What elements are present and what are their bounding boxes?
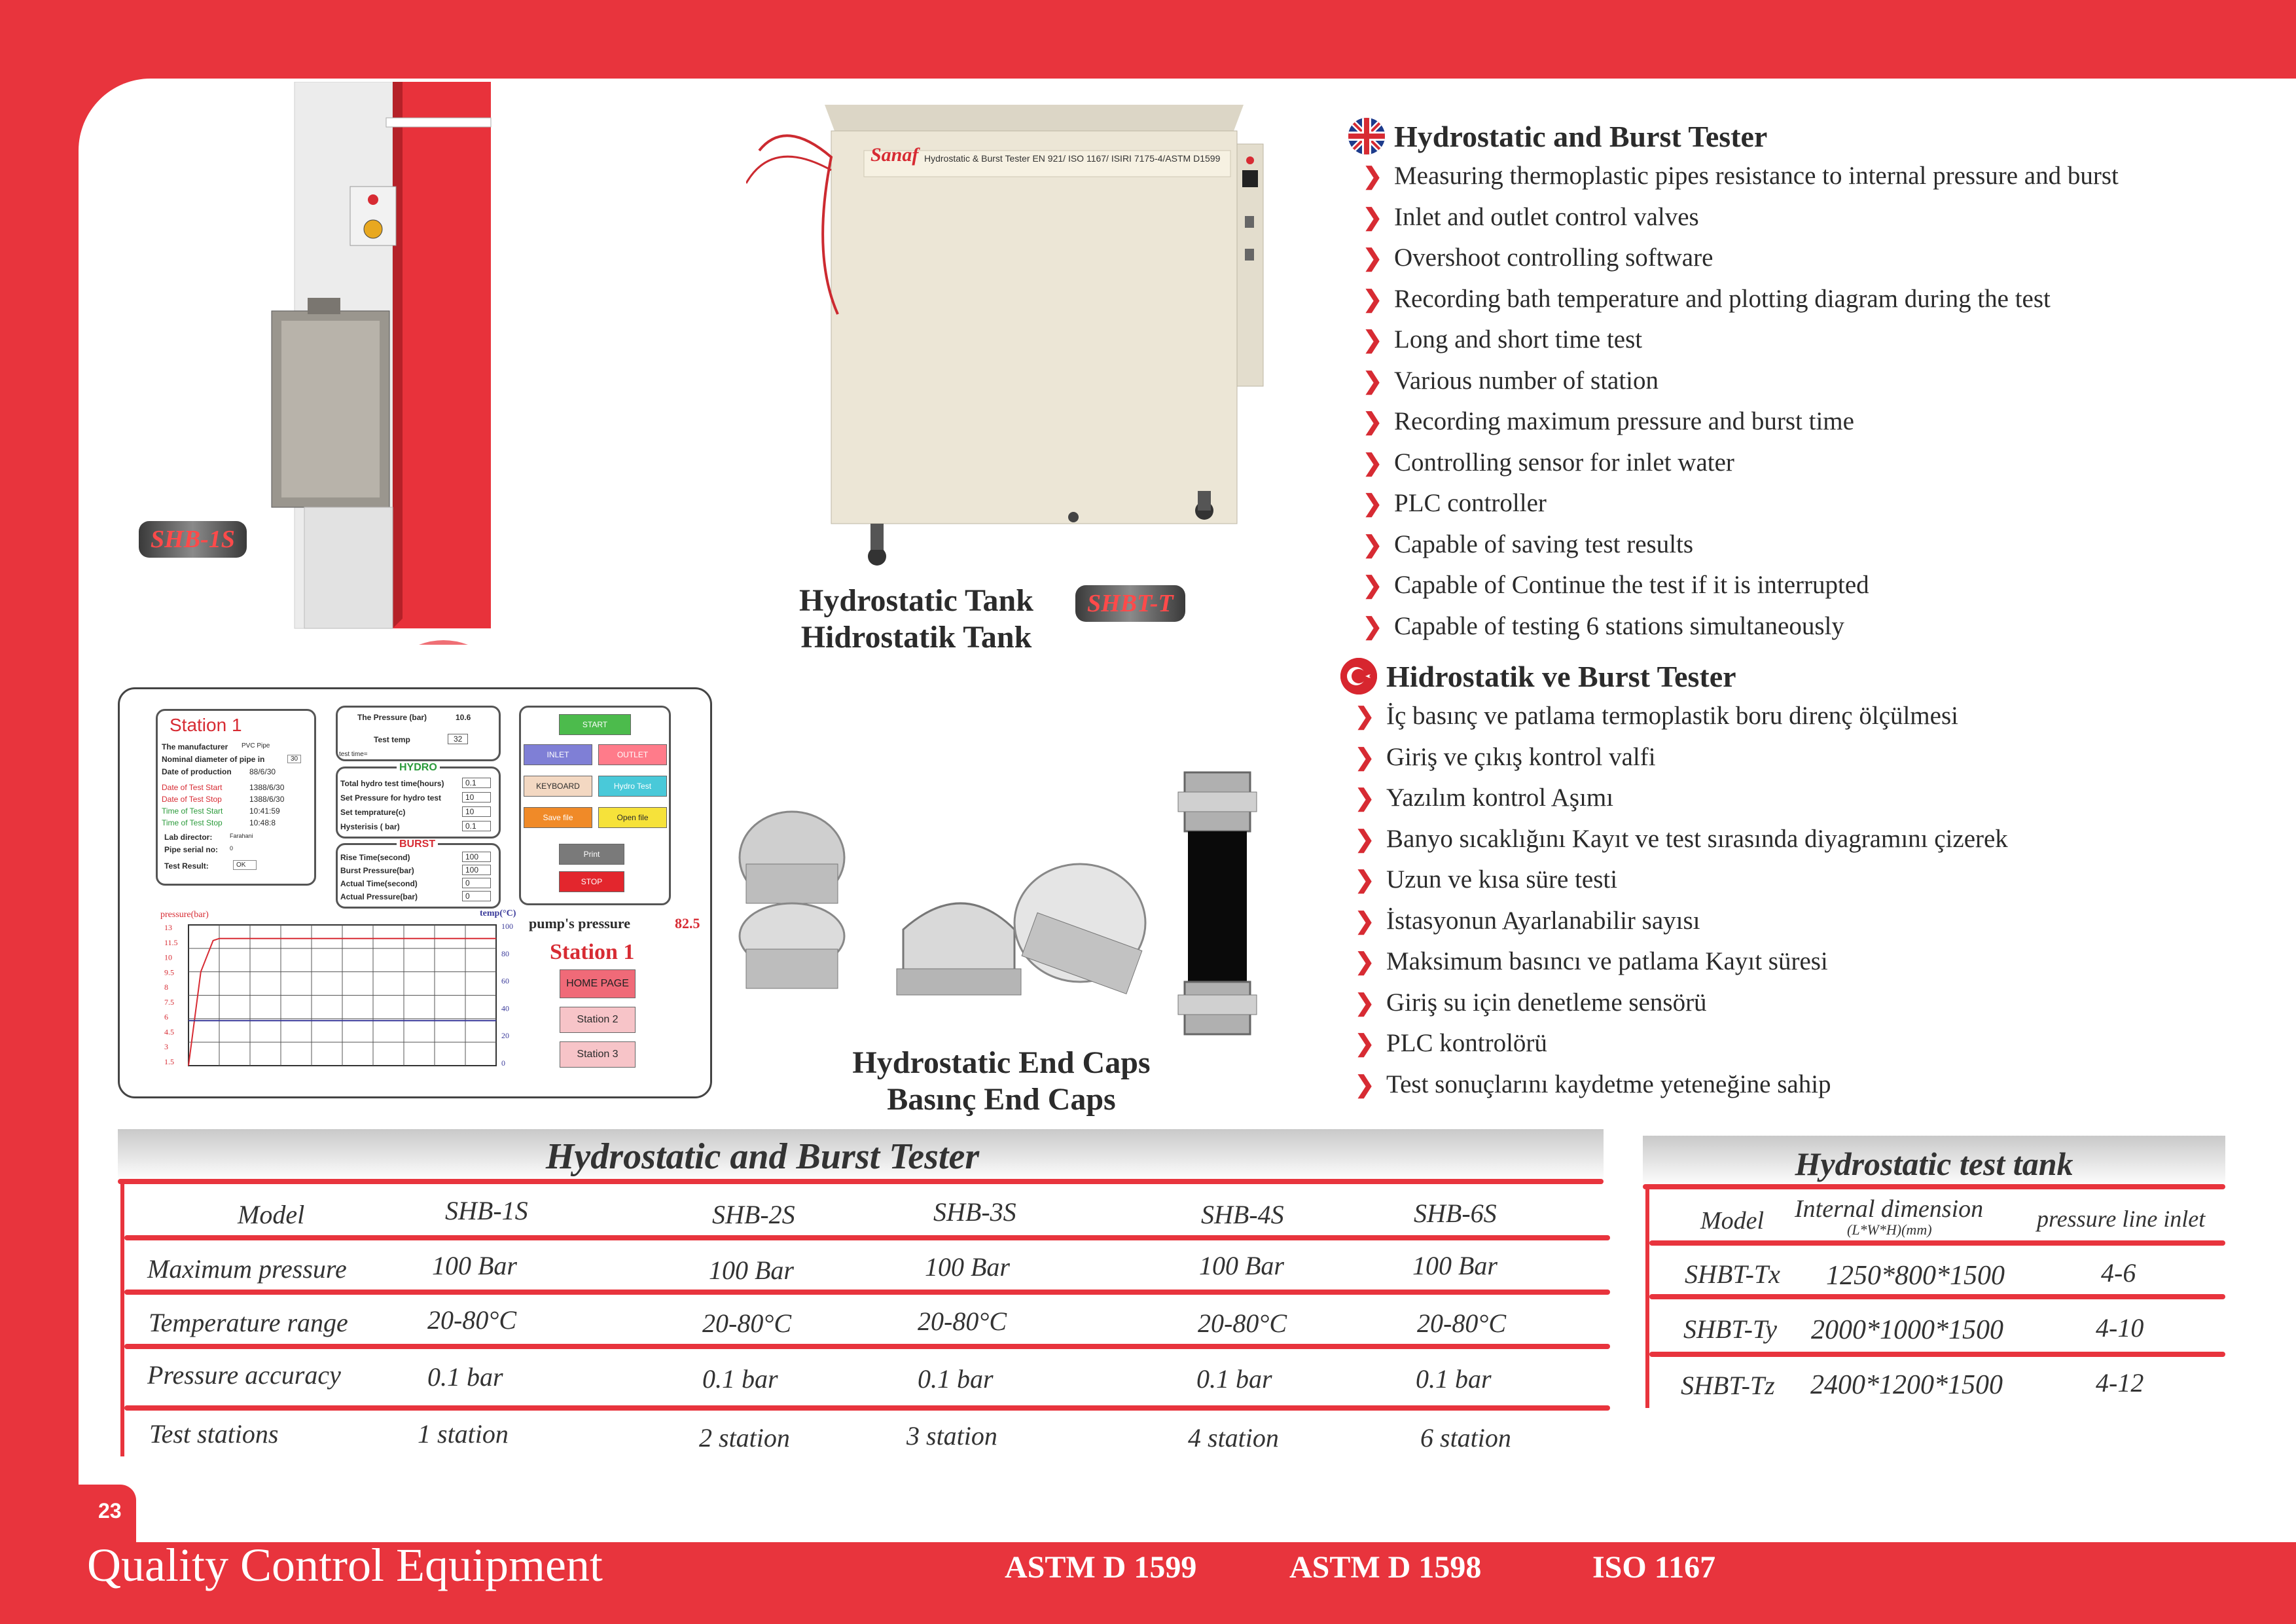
table-cell: 100 Bar (1412, 1251, 1498, 1280)
row-label: Pressure accuracy (147, 1360, 341, 1390)
hydro-test-button[interactable]: Hydro Test (598, 776, 667, 797)
shb-1s-tag: SHB-1S (139, 521, 247, 558)
tank-caption-tr: Hidrostatik Tank (800, 620, 1032, 655)
table-cell: 20-80°C (702, 1308, 791, 1338)
serial-value: 0 (230, 845, 234, 852)
hydro-row-value[interactable]: 10 (462, 806, 491, 817)
chart-y2-tick: 80 (501, 948, 509, 958)
tank-row-model: SHBT-Tz (1681, 1371, 1775, 1400)
list-item: ❯ Various number of station (1363, 361, 2278, 402)
station-1-label: Station 1 (550, 940, 635, 964)
chevron-right-icon: ❯ (1355, 785, 1375, 811)
spec-table-title: Hydrostatic and Burst Tester (118, 1129, 1604, 1182)
chevron-right-icon: ❯ (1355, 989, 1375, 1016)
chevron-right-icon: ❯ (1363, 327, 1383, 353)
serial-label: Pipe serial no: (164, 845, 219, 854)
list-item: ❯ PLC kontrolörü (1355, 1023, 2270, 1064)
features-en-title: Hydrostatic and Burst Tester (1394, 119, 1768, 153)
chart-y2-tick: 60 (501, 976, 509, 986)
features-tr-title-row (1340, 658, 2270, 695)
burst-row-value[interactable]: 100 (462, 852, 491, 862)
keyboard-button[interactable]: KEYBOARD (524, 776, 592, 797)
chart-y-label: pressure(bar) (160, 910, 209, 920)
page-number: 23 (98, 1499, 122, 1523)
end-caps-caption-en: Hydrostatic End Caps (852, 1045, 1151, 1080)
tank-table-left-border (1645, 1187, 1649, 1408)
chart-y-tick: 1.5 (164, 1057, 174, 1066)
chart-y2-tick: 100 (501, 922, 513, 931)
list-item: ❯ Long and short time test (1363, 319, 2278, 361)
chart-y-tick: 7.5 (164, 997, 174, 1007)
chart-y2-label: temp(°C) (480, 909, 516, 918)
list-item: ❯ Controlling sensor for inlet water (1363, 442, 2278, 484)
table-divider (124, 1405, 1610, 1411)
chart-y2-tick: 20 (501, 1031, 509, 1041)
tank-col-dimension: Internal dimension (1795, 1195, 1984, 1223)
list-item: ❯ Measuring thermoplastic pipes resistance to internal pressure and burst (1363, 156, 2278, 197)
chevron-right-icon: ❯ (1363, 285, 1383, 312)
tank-table-title: Hydrostatic test tank (1643, 1136, 2225, 1187)
row-label: Maximum pressure (147, 1254, 347, 1284)
chevron-right-icon: ❯ (1355, 948, 1375, 975)
hydro-title: HYDRO (397, 762, 440, 774)
chevron-right-icon: ❯ (1363, 490, 1383, 516)
list-item: ❯ Inlet and outlet control valves (1363, 197, 2278, 238)
pumps-pressure-value: 82.5 (675, 915, 700, 931)
pressure-label: The Pressure (bar) (357, 713, 427, 722)
hydrostatic-tank-image (746, 98, 1270, 576)
features-tr (1340, 658, 2270, 1105)
table-divider (118, 1179, 1604, 1184)
test-stop-label: Date of Test Stop (162, 795, 222, 804)
burst-row-label: Burst Pressure(bar) (340, 866, 414, 875)
burst-row-label: Actual Time(second) (340, 879, 418, 888)
chart-y2-tick: 40 (501, 1003, 509, 1013)
list-item: ❯ Yazılım kontrol Aşımı (1355, 778, 2270, 819)
table-cell: 100 Bar (709, 1255, 794, 1285)
chevron-right-icon: ❯ (1363, 163, 1383, 189)
time-stop-label: Time of Test Stop (162, 818, 223, 827)
chart-y-tick: 8 (164, 983, 168, 992)
footer-title: Quality Control Equipment (87, 1539, 603, 1591)
chart-y-tick: 9.5 (164, 967, 174, 977)
burst-row-label: Actual Pressure(bar) (340, 892, 418, 901)
table-divider (124, 1344, 1610, 1349)
table-cell: 6 station (1420, 1423, 1511, 1453)
chevron-right-icon: ❯ (1355, 867, 1375, 893)
table-cell: 20-80°C (1198, 1308, 1287, 1338)
station-info-panel (156, 709, 316, 886)
tank-col-inlet: pressure line inlet (2037, 1206, 2206, 1232)
chart-y-tick: 11.5 (164, 937, 178, 947)
table-cell: 20-80°C (918, 1307, 1007, 1336)
list-item: ❯ Capable of Continue the test if it is interrupted (1363, 565, 2278, 606)
tank-caption-en: Hydrostatic Tank (799, 583, 1033, 618)
tank-row-inlet: 4-10 (2096, 1313, 2144, 1343)
tank-row-model: SHBT-Ty (1683, 1314, 1777, 1344)
list-item: ❯ Capable of saving test results (1363, 524, 2278, 566)
test-start-value: 1388/6/30 (249, 783, 285, 792)
spec-table-tank (1643, 1136, 2225, 1411)
burst-row-value[interactable]: 0 (462, 878, 491, 888)
result-label: Test Result: (164, 861, 209, 871)
chevron-right-icon: ❯ (1363, 204, 1383, 230)
table-left-border (120, 1182, 124, 1456)
save-file-button[interactable]: Save file (524, 807, 592, 828)
hydro-row-label: Total hydro test time(hours) (340, 779, 444, 788)
features-en-list (1363, 156, 2278, 647)
open-file-button[interactable]: Open file (598, 807, 667, 828)
burst-row-value[interactable]: 0 (462, 891, 491, 901)
tank-col-model: Model (1700, 1207, 1765, 1235)
station-title: Station 1 (170, 715, 242, 735)
station-3-button[interactable]: Station 3 (560, 1041, 636, 1068)
list-item: ❯ Giriş ve çıkış kontrol valfi (1355, 737, 2270, 778)
burst-title: BURST (397, 839, 438, 850)
list-item: ❯ Test sonuçlarını kaydetme yeteneğine sahip (1355, 1064, 2270, 1106)
chevron-right-icon: ❯ (1363, 613, 1383, 640)
tank-label: Hydrostatic & Burst Tester EN 921/ ISO 1167/ ISIRI 7175-4/ASTM D1599 (924, 153, 1221, 164)
table-cell: 100 Bar (1199, 1251, 1284, 1280)
hydro-row-value[interactable]: 10 (462, 792, 491, 803)
start-button[interactable]: START (559, 714, 631, 735)
burst-row-value[interactable]: 100 (462, 865, 491, 875)
tank-col-dimension-sub: (L*W*H)(mm) (1847, 1221, 1932, 1238)
table-divider (124, 1235, 1610, 1240)
chevron-right-icon: ❯ (1363, 408, 1383, 435)
col-model-header: Model (238, 1200, 305, 1229)
test-temp-value: 32 (448, 734, 468, 744)
row-label: Temperature range (149, 1308, 348, 1337)
table-cell: 0.1 bar (1416, 1364, 1492, 1394)
hydro-row-label: Set temprature(c) (340, 808, 406, 817)
lab-director-value: Farahani (230, 833, 253, 839)
table-divider (1649, 1294, 2225, 1299)
shbt-t-tag: SHBT-T (1075, 585, 1185, 622)
tank-row-inlet: 4-6 (2101, 1258, 2136, 1288)
chevron-right-icon: ❯ (1355, 907, 1375, 934)
nominal-value: 30 (287, 755, 301, 763)
model-header: SHB-6S (1414, 1199, 1497, 1228)
pressure-panel (336, 706, 501, 761)
manufacturer-label: The manufacturer (162, 742, 228, 751)
time-stop-value: 10:48:8 (249, 818, 276, 827)
inlet-button[interactable]: INLET (524, 744, 592, 765)
list-item: ❯ İstasyonun Ayarlanabilir sayısı (1355, 901, 2270, 942)
chart-y-tick: 6 (164, 1012, 168, 1022)
tank-brand: Sanaf (870, 144, 919, 166)
software-screenshot (118, 687, 712, 1098)
features-en-title-row (1348, 118, 2278, 154)
list-item: ❯ Overshoot controlling software (1363, 238, 2278, 279)
list-item: ❯ Capable of testing 6 stations simultaneously (1363, 606, 2278, 647)
table-cell: 100 Bar (432, 1251, 517, 1280)
home-page-button[interactable]: HOME PAGE (560, 969, 636, 998)
list-item: ❯ İç basınç ve patlama termoplastik boru direnç ölçülmesi (1355, 696, 2270, 737)
chart-y-tick: 4.5 (164, 1027, 174, 1037)
features-en (1348, 118, 2278, 647)
chart-y-tick: 13 (164, 923, 172, 932)
table-divider (1649, 1240, 2225, 1246)
control-buttons-panel (519, 706, 671, 905)
footer-standard: ASTM D 1599 (1005, 1550, 1197, 1585)
table-divider (1643, 1184, 2225, 1189)
pressure-chart (159, 907, 532, 1083)
stop-button[interactable]: STOP (559, 871, 624, 892)
test-time-label: test time= (339, 751, 368, 758)
pressure-value: 10.6 (456, 713, 471, 722)
result-select[interactable]: OK (233, 860, 257, 870)
spec-table-burst (118, 1129, 1604, 1470)
model-header: SHB-4S (1201, 1200, 1284, 1229)
chevron-right-icon: ❯ (1355, 703, 1375, 729)
chevron-right-icon: ❯ (1355, 1030, 1375, 1056)
chevron-right-icon: ❯ (1363, 572, 1383, 598)
chevron-right-icon: ❯ (1355, 825, 1375, 852)
features-tr-list (1355, 696, 2270, 1105)
row-label: Test stations (149, 1419, 279, 1449)
chevron-right-icon: ❯ (1355, 744, 1375, 770)
tank-row-dim: 2400*1200*1500 (1810, 1370, 2003, 1400)
burst-row-label: Rise Time(second) (340, 853, 410, 862)
hydro-row-value[interactable]: 0.1 (462, 778, 491, 788)
manufacturer-value: PVC Pipe (242, 742, 270, 749)
list-item: ❯ Giriş su için denetleme sensörü (1355, 983, 2270, 1024)
table-cell: 2 station (699, 1423, 790, 1453)
nominal-label: Nominal diameter of pipe in (162, 755, 265, 764)
table-divider (124, 1290, 1610, 1295)
end-caps-caption-tr: Basınç End Caps (887, 1082, 1116, 1117)
model-header: SHB-3S (933, 1197, 1016, 1227)
hydro-row-label: Set Pressure for hydro test (340, 793, 442, 803)
model-header: SHB-2S (712, 1200, 795, 1229)
tank-row-dim: 1250*800*1500 (1826, 1261, 2005, 1291)
burst-panel (336, 839, 501, 909)
features-tr-title: Hidrostatik ve Burst Tester (1386, 659, 1736, 693)
list-item: ❯ Uzun ve kısa süre testi (1355, 859, 2270, 901)
hydro-row-value[interactable]: 0.1 (462, 821, 491, 831)
end-caps-caption (812, 1045, 1191, 1118)
tank-row-model: SHBT-Tx (1685, 1259, 1780, 1289)
uk-flag-icon (1348, 118, 1385, 154)
pumps-pressure-label: pump's pressure (529, 915, 631, 931)
chart-y-tick: 10 (164, 952, 172, 962)
chevron-right-icon: ❯ (1363, 531, 1383, 558)
chevron-right-icon: ❯ (1363, 449, 1383, 476)
end-caps-image (726, 733, 1283, 1041)
print-button[interactable]: Print (559, 844, 624, 865)
station-2-button[interactable]: Station 2 (560, 1007, 636, 1033)
footer-standard: ISO 1167 (1592, 1550, 1716, 1585)
model-header: SHB-1S (445, 1196, 528, 1225)
tank-row-inlet: 4-12 (2096, 1368, 2144, 1398)
outlet-button[interactable]: OUTLET (598, 744, 667, 765)
table-cell: 0.1 bar (918, 1364, 994, 1394)
chevron-right-icon: ❯ (1363, 367, 1383, 394)
table-divider (1649, 1352, 2225, 1357)
list-item: ❯ PLC controller (1363, 483, 2278, 524)
list-item: ❯ Maksimum basıncı ve patlama Kayıt süresi (1355, 941, 2270, 983)
time-start-label: Time of Test Start (162, 806, 223, 816)
turkey-flag-icon (1340, 658, 1377, 695)
lab-director-label: Lab director: (164, 833, 213, 842)
shb-1s-image (255, 82, 524, 645)
chevron-right-icon: ❯ (1355, 1071, 1375, 1098)
list-item: ❯ Recording maximum pressure and burst time (1363, 401, 2278, 442)
tank-row-dim: 2000*1000*1500 (1811, 1315, 2003, 1345)
table-cell: 20-80°C (1417, 1308, 1506, 1338)
chevron-right-icon: ❯ (1363, 245, 1383, 271)
chart-y2-tick: 0 (501, 1058, 505, 1068)
chart-y-tick: 3 (164, 1042, 168, 1052)
table-cell: 20-80°C (427, 1305, 516, 1335)
test-start-label: Date of Test Start (162, 783, 223, 792)
test-stop-value: 1388/6/30 (249, 795, 285, 804)
production-value: 88/6/30 (249, 767, 276, 776)
list-item: ❯ Banyo sıcaklığını Kayıt ve test sırasında diyagramını çizerek (1355, 819, 2270, 860)
list-item: ❯ Recording bath temperature and plotting diagram during the test (1363, 279, 2278, 320)
test-temp-label: Test temp (374, 735, 410, 744)
table-cell: 0.1 bar (1196, 1364, 1272, 1394)
table-cell: 0.1 bar (427, 1362, 503, 1392)
table-cell: 1 station (418, 1419, 509, 1449)
hydro-panel (336, 762, 501, 839)
table-cell: 0.1 bar (702, 1364, 778, 1394)
table-cell: 3 station (906, 1421, 997, 1451)
table-cell: 100 Bar (925, 1252, 1010, 1282)
production-label: Date of production (162, 767, 232, 776)
tank-caption (782, 583, 1050, 656)
hydro-row-label: Hysterisis ( bar) (340, 822, 400, 831)
table-cell: 4 station (1188, 1423, 1279, 1453)
footer-standard: ASTM D 1598 (1289, 1550, 1482, 1585)
time-start-value: 10:41:59 (249, 806, 280, 816)
